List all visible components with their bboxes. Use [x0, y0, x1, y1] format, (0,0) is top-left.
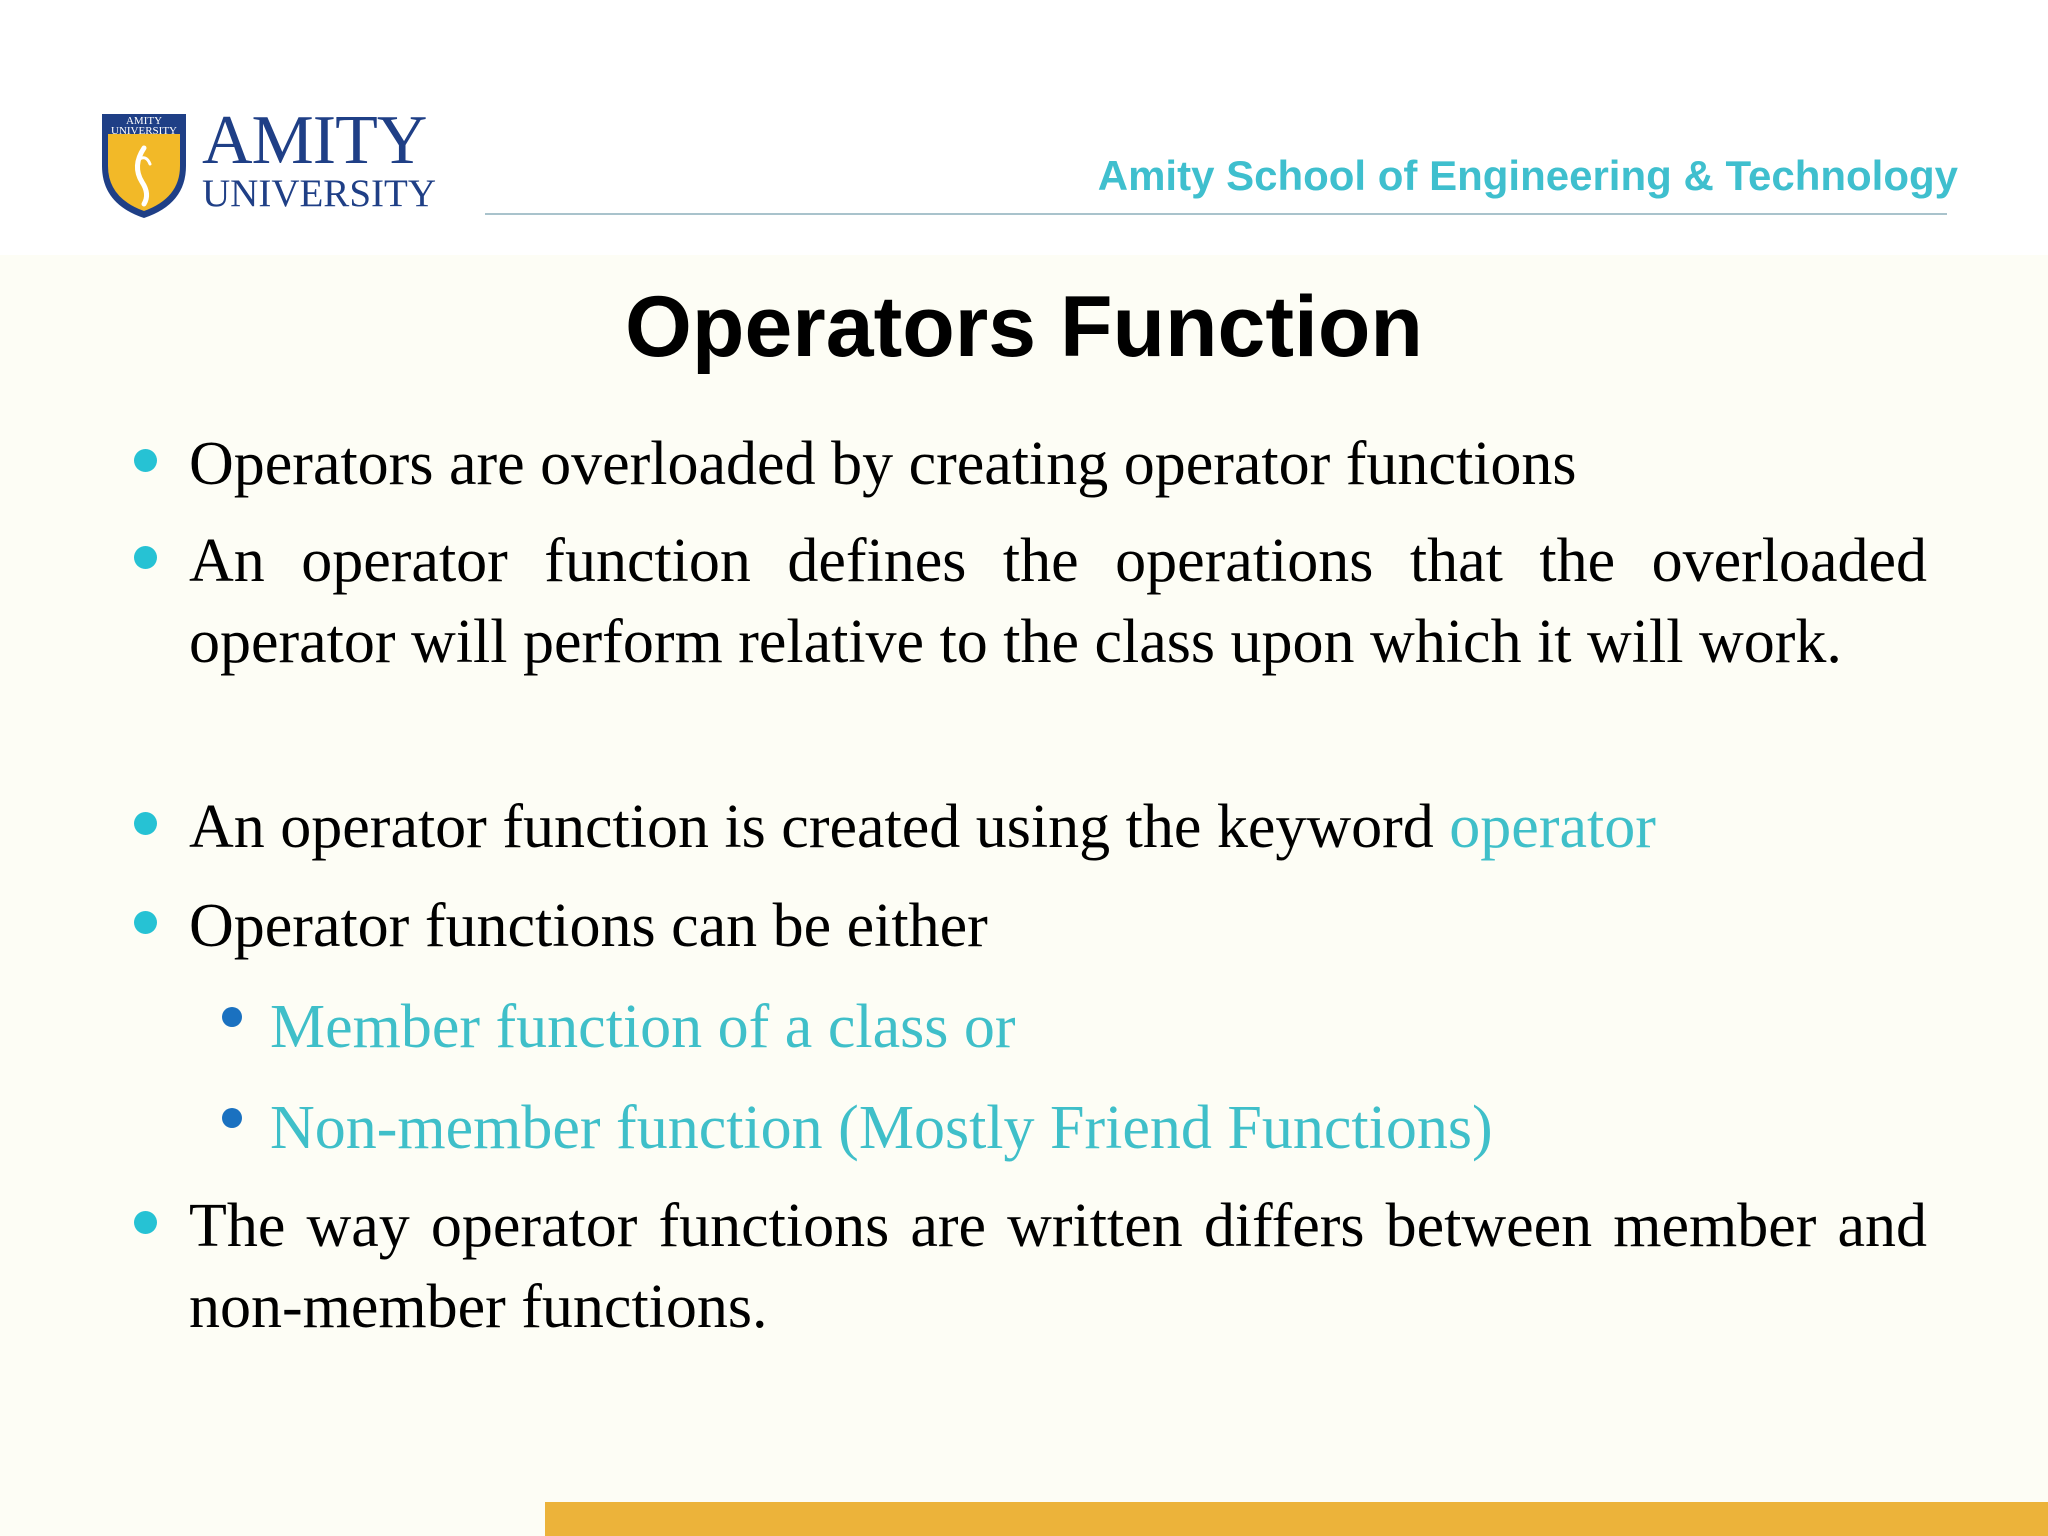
sub-bullet-marker [222, 1108, 242, 1128]
bullet-text: An operator function is created using the keyword [189, 793, 1450, 861]
bullet-marker [134, 449, 157, 472]
bullet-item: The way operator functions are written differs between member and non-member functions. [189, 1192, 1927, 1341]
bullet-marker [134, 1211, 157, 1234]
footer-accent-bar [545, 1502, 2048, 1536]
bullet-item: Operators are overloaded by creating operator functions [189, 430, 1577, 498]
bullet-item: Operator functions can be either [189, 892, 988, 960]
slide-title: Operators Function [625, 279, 1423, 375]
logo-wordmark-university: UNIVERSITY [202, 172, 436, 215]
keyword-operator: operator [1449, 793, 1656, 861]
bullet-item [189, 787, 1927, 868]
sub-bullet-marker [222, 1007, 242, 1027]
logo-wordmark-amity: AMITY [202, 102, 427, 179]
bullet-item: An operator function defines the operations that the overloaded operator will perform relative to the class upon which it will work. [189, 527, 1927, 676]
bullet-marker [134, 812, 157, 835]
shield-label: AMITY UNIVERSITY [111, 115, 177, 137]
bullet-marker [134, 911, 157, 934]
school-name: Amity School of Engineering & Technology [1097, 152, 1958, 199]
sub-bullet-item: Non-member function (Mostly Friend Functions) [270, 1094, 1493, 1162]
bullet-marker [134, 546, 157, 569]
sub-bullet-item: Member function of a class or [270, 993, 1016, 1061]
header-divider [485, 213, 1947, 215]
amity-university-logo [98, 102, 443, 220]
